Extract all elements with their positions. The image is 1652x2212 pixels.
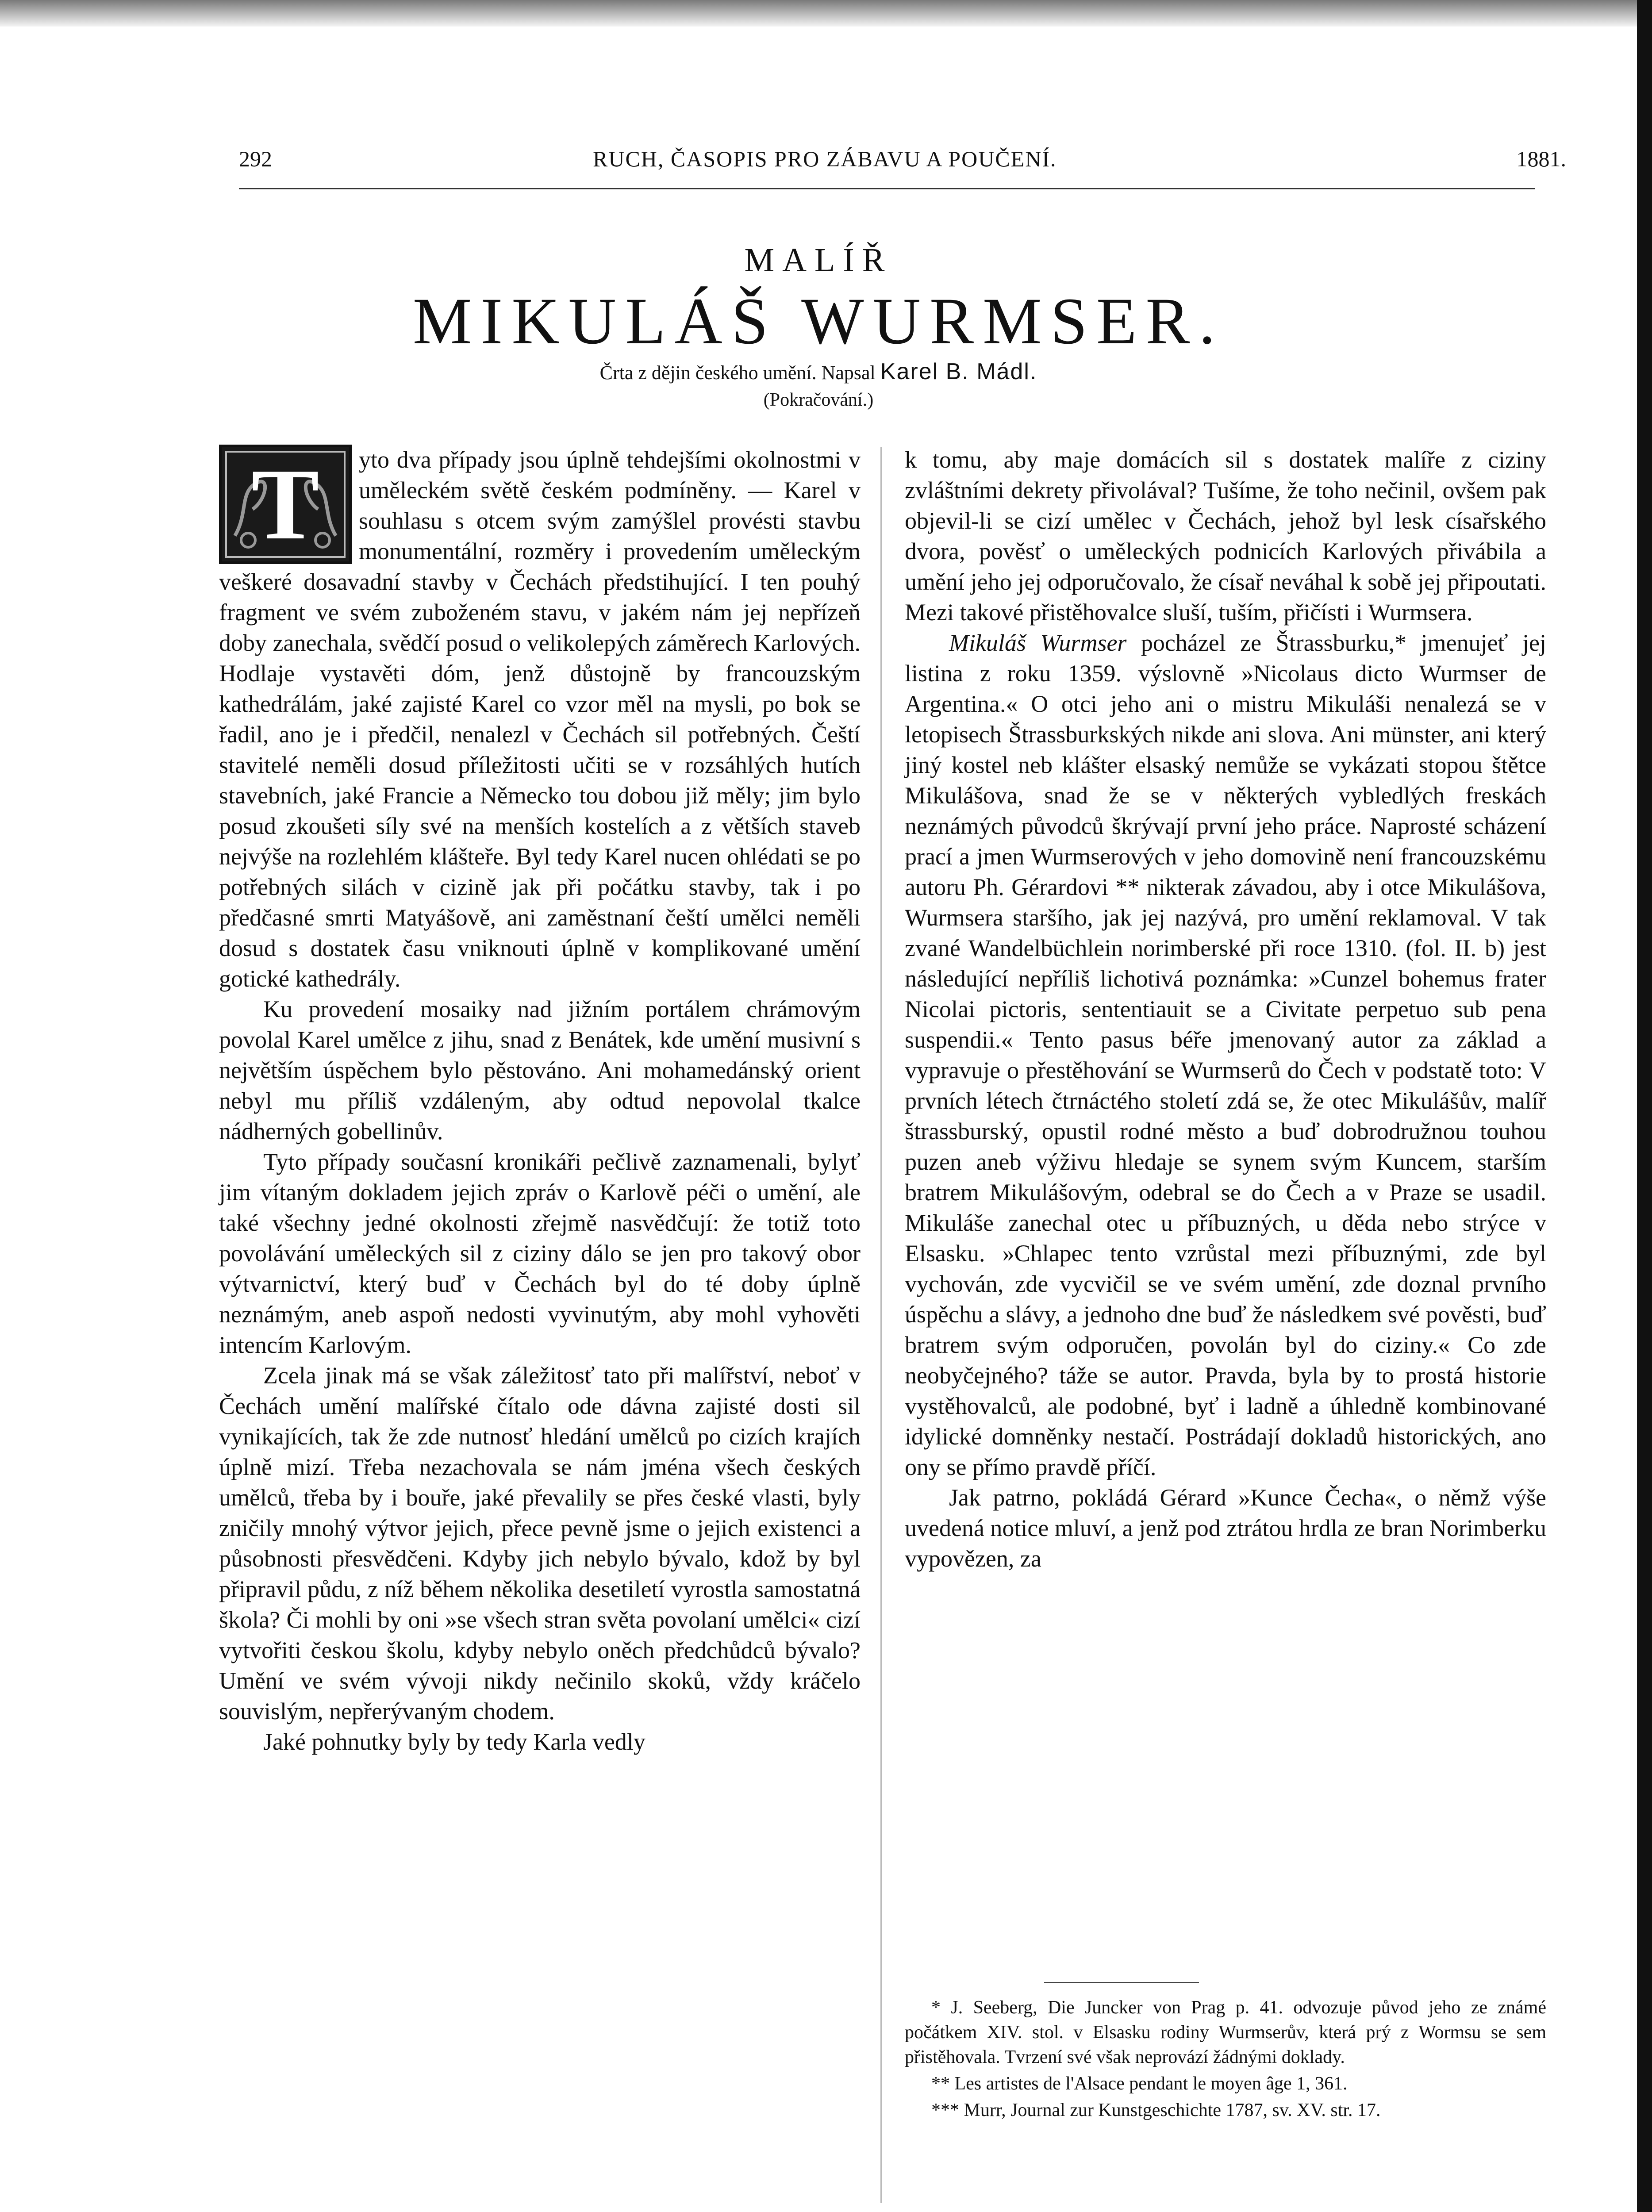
journal-title: RUCH, ČASOPIS PRO ZÁBAVU A POUČENÍ. (593, 146, 1057, 171)
drop-cap (219, 445, 352, 564)
column-divider (880, 447, 882, 2203)
paragraph: yto dva případy jsou úplně tehdejšími okolnostmi v uměleckém světě českém podmíněny. — Karel v souhlasu s otcem svým zamýšlel provésti stavbu monumentální, rozměry i provedením uměleckým veškeré dosavadní stavby v Čechách předstihující. I ten pouhý fragment ve svém zuboženém stavu, v jakém nám jej nepřízeň doby zanechala, svědčí posud o velikolepých záměrech Karlových. Hodlaje vystavěti dóm, jenž důstojně by francouzským kathedrálám, jaké zajisté Karel co vzor měl na mysli, po bok se řadil, ano je i předčil, nenalezl v Čechách sil potřebných. Čeští stavitelé neměli dosud příležitosti učiti se v rozsáhlých hutích stavebních, jaké Francie a Německo tou dobou již měly; jim bylo posud zkoušeti síly své na menších kostelích a z větších staveb nejvýše na rozlehlém klášteře. Byl tedy Karel nucen ohlédati se po potřebných silách v cizině jak při počátku stavby, tak i po předčasné smrti Matyášově, ani zaměstnaní čeští umělci neměli dosud s dostatek času vniknouti úplně v komplikované umění gotické kathedrály. (219, 446, 861, 992)
paragraph: Ku provedení mosaiky nad jižním portálem chrámovým povolal Karel umělce z jihu, snad z Benátek, kde umění musivní s největším úspěchem bylo pěstováno. Ani mohamedánský orient nebyl mu příliš vzdáleným, aby odtud nepovolal tkalce nádherných gobellinův. (219, 996, 861, 1144)
right-column (905, 445, 1546, 1574)
page-number: 292 (239, 146, 272, 171)
scan-right-edge (1637, 0, 1652, 2212)
paragraph: Jak patrno, pokládá Gérard »Kunce Čecha«, o němž výše uvedená notice mluví, a jenž pod ztrátou hrdla ze bran Norimberku vypovězen, za (905, 1484, 1546, 1572)
running-header (239, 146, 1566, 181)
left-column (219, 445, 861, 1757)
article-title: MIKULÁŠ WURMSER. (412, 284, 1225, 358)
journal-year: 1881. (1516, 146, 1566, 171)
paragraph: k tomu, aby maje domácích sil s dostatek malíře z ciziny zvláštními dekrety přivolával? Tušíme, že toho nečinil, ovšem pak objevil-li se cizí umělec v Čechách, jehož byl lesk císařského dvora, pověsť o uměleckých podnicích Karlových přivábila a umění jeho jej odporučovalo, že císař neváhal k sobě jej připoutati. Mezi takové přistěhovalce sluší, tuším, přičísti i Wurmsera. (905, 446, 1546, 626)
paragraph: Jaké pohnutky byly by tedy Karla vedly (263, 1728, 645, 1755)
footnotes (905, 1995, 1546, 2124)
continuation-note: (Pokračování.) (763, 390, 874, 410)
article-kicker: MALÍŘ (744, 242, 893, 279)
emphasized-name: Mikuláš Wurmser (949, 630, 1127, 656)
header-rule (239, 188, 1535, 189)
paragraph: Zcela jinak má se však záležitosť tato při malířství, neboť v Čechách umění malířské čítalo ode dávna zajisté dosti sil vynikajících, tak že zde nutnosť hledání umělců po cizích krajích úplně mizí. Třeba nezachovala se nám jména všech českých umělců, třeba by i bouře, jaké převalily se přes české vlasti, byly zničily mnohý výtvor jejich, přece pevně jsme o jejich existenci a působnosti přesvědčeni. Kdyby jich nebylo bývalo, kdož by byl připravil půdu, z níž během několika desetiletí vyrostla samostatná škola? Či mohli by oni »se všech stran světa povolaní umělci« cizí vytvořiti českou školu, kdyby nebylo oněch předchůdců bývalo? Umění ve svém vývoji nikdy nečinilo skoků, vždy kráčelo souvislým, nepřerývaným chodem. (219, 1362, 861, 1724)
article-subtitle: Črta z dějin českého umění. (599, 362, 817, 384)
paragraph-text: pocházel ze Štrassburku,* jmenujeť jej listina z roku 1359. výslovně »Nicolaus dicto Wurmser de Argentina.« O otci jeho ani o mistru Mikuláši nenalezá se v letopisech Štrassburkských nikde ani slova. Ani münster, ani který jiný kostel neb klášter elsaský nemůže se vykázati stopou štětce Mikulášova, snad že se v některých vybledlých freskách neznámých původců škrývají první jeho práce. Naprosté scházení prací a jmen Wurmserových v jeho domovině není francouzskému autoru Ph. Gérardovi ** nikterak závadou, aby i otce Mikulášova, Wurmsera staršího, jak jej nazývá, pro umění reklamoval. V tak zvané Wandelbüchlein norimberské při roce 1310. (fol. II. b) jest následující nepříliš lichotivá poznámka: »Cunzel bohemus frater Nicolai pictoris, sententiauit se a Civitate perpetuo sub pena suspendii.« Tento pasus béře jmenovaný autor za základ a vypravuje o přestěhování se Wurmserů do Čech v podstatě toto: V prvních létech čtrnáctého století zdá se, že otec Mikulášův, malíř štrassburský, opustil rodné město a buď dobrodružnou touhou puzen aneb výživu hledaje se synem svým Kuncem, starším bratrem Mikulášovým, odebral se do Čech a v Praze se usadil. Mikuláše zanechal otec u příbuzných, u děda nebo strýce v Elsasku. »Chlapec tento vzrůstal mezi příbuznými, zde byl vychován, zde vycvičil se ve svém umění, zde doznal prvního úspěchu a slávy, a jednoho dne buď že následkem své pověsti, buď bratrem svým odporučen, povolán byl do ciziny.« Co zde neobyčejného? táže se autor. Pravda, byla by to prostá historie vystěhovalců, ale podobné, byť i ladně a úhledně kombinované idylické domněnky nestačí. Postrádají dokladů historických, ano ony se přímo pravdě příčí. (905, 630, 1546, 1480)
footnote: * J. Seeberg, Die Juncker von Prag p. 41. odvozuje původ jeho ze známé počátkem XIV. stol. v Elsasku rodiny Wurmserův, která prý z Wormsu se sem přistěhovala. Tvrzení své však neprovází žádnými doklady. (905, 1997, 1546, 2067)
author-name: Karel B. Mádl. (880, 359, 1037, 384)
paragraph: Tyto případy současní kronikáři pečlivě zaznamenali, bylyť jim vítaným dokladem jejich zpráv o Karlově péči o umění, ale také všechny jedné okolnosti zřejmě nasvědčují: že totiž toto povolávání uměleckých sil z ciziny dálo se jen pro takový obor výtvarnictví, který buď v Čechách byl do té doby úplně neznámým, aneb aspoň nedosti vyvinutým, aby mohl vyhověti intencím Karlovým. (219, 1148, 861, 1358)
footnote-rule (1044, 1982, 1199, 1983)
byline-prefix: Napsal (821, 362, 876, 384)
footnote: ** Les artistes de l'Alsace pendant le moyen âge 1, 361. (931, 2074, 1348, 2094)
drop-cap-letter: T (251, 448, 319, 561)
byline (0, 358, 1637, 385)
footnote: *** Murr, Journal zur Kunstgeschichte 1787, sv. XV. str. 17. (931, 2100, 1381, 2120)
paragraph (905, 628, 1546, 1482)
